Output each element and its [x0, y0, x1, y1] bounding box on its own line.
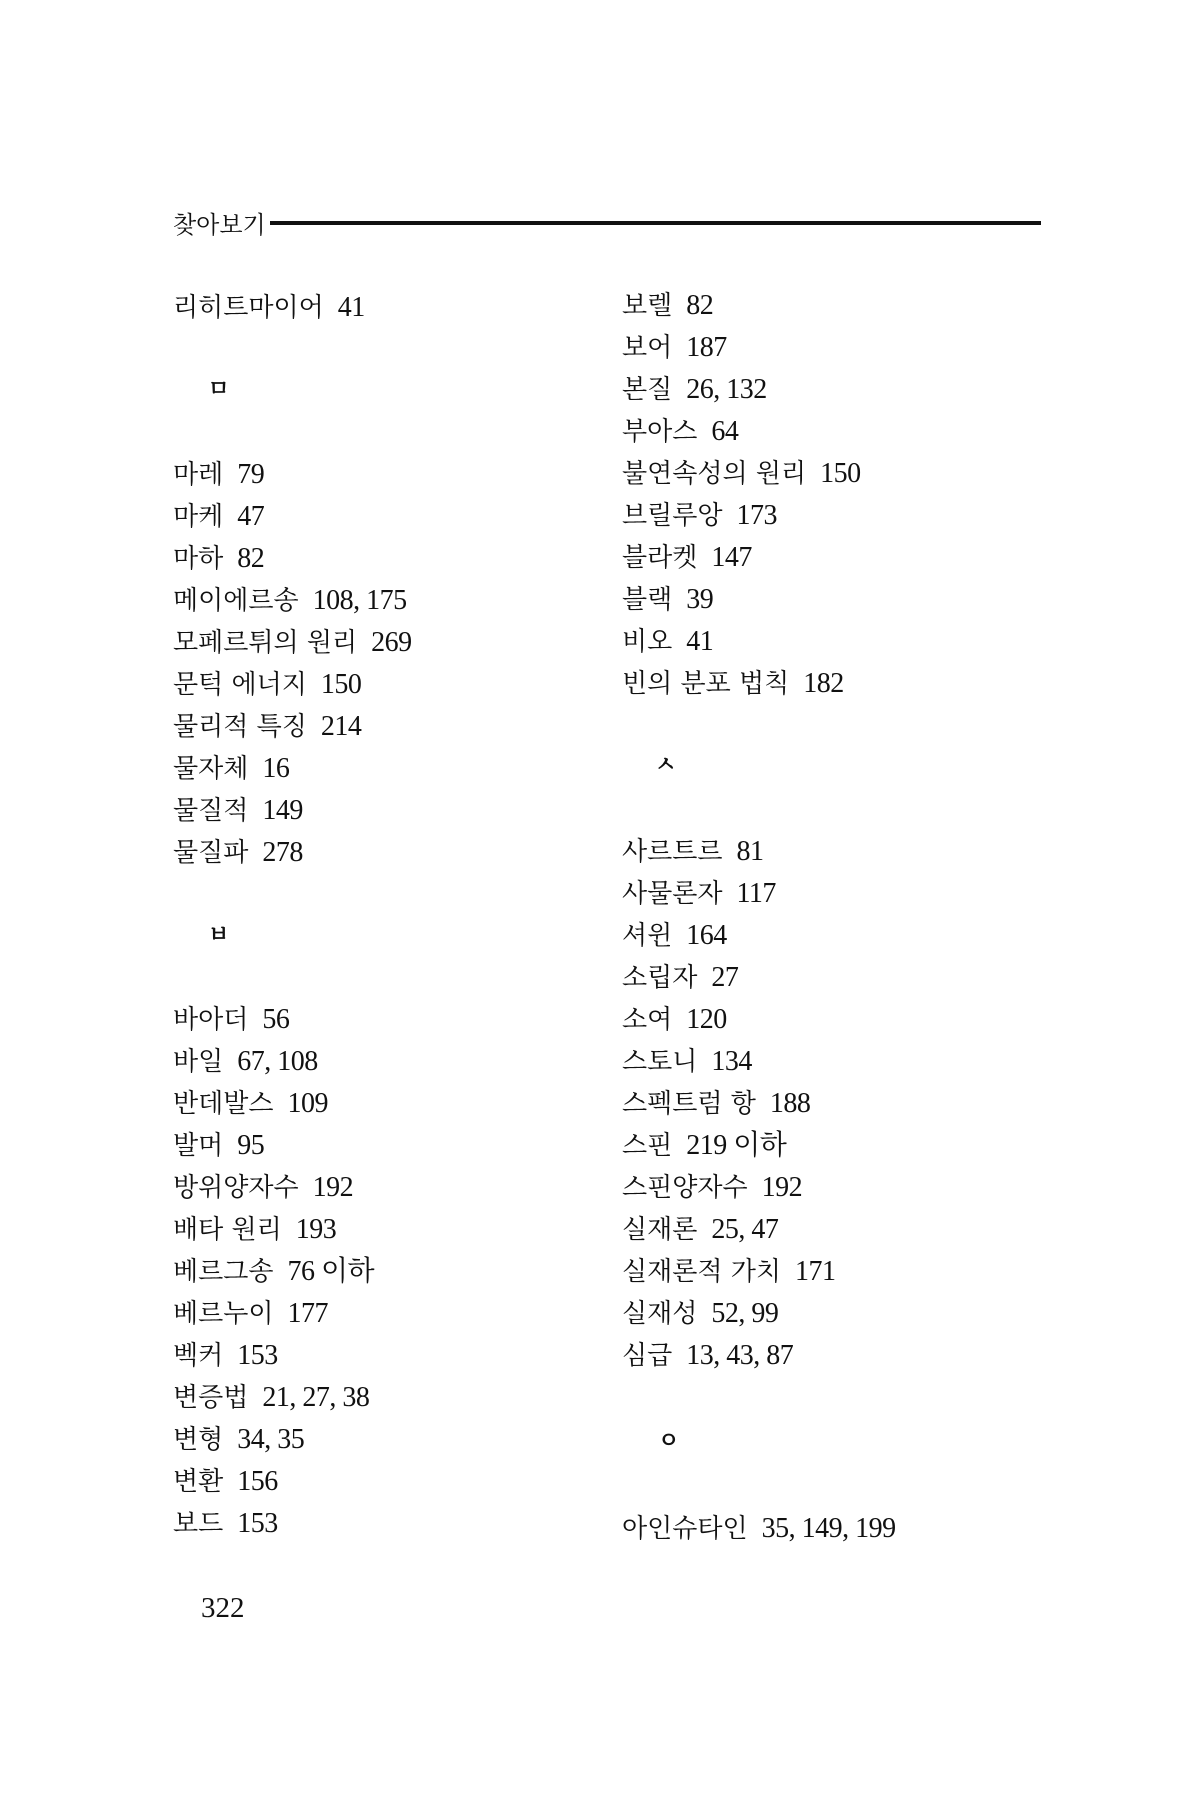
entry-pages: 27 [711, 962, 739, 993]
index-entry [622, 626, 713, 658]
entry-term: 브릴루앙 [622, 501, 723, 531]
index-entry [173, 711, 361, 743]
entry-term: 마레 [173, 460, 224, 490]
entry-term: 실재성 [622, 1299, 698, 1329]
index-entry [173, 585, 407, 617]
index-entry [173, 1130, 264, 1162]
entry-pages: 117 [736, 878, 776, 909]
index-entry [622, 668, 844, 700]
index-entry [173, 627, 412, 659]
entry-pages: 156 [237, 1466, 278, 1497]
page-title: 찾아보기 [173, 210, 266, 239]
index-entry [173, 292, 365, 324]
index-entry [173, 1214, 336, 1246]
entry-term: 마하 [173, 544, 224, 574]
entry-pages: 76 이하 [287, 1256, 375, 1287]
index-entry [173, 1298, 328, 1330]
entry-pages: 134 [711, 1046, 752, 1077]
entry-term: 벡커 [173, 1341, 224, 1371]
index-entry [622, 1256, 835, 1288]
entry-pages: 150 [820, 458, 861, 489]
index-entry [173, 1046, 318, 1078]
entry-term: 문턱 에너지 [173, 670, 307, 700]
index-header [173, 202, 1041, 242]
index-entry [173, 543, 264, 575]
entry-term: 물질적 [173, 796, 249, 826]
entry-pages: 147 [711, 542, 752, 573]
entry-pages: 269 [371, 627, 412, 658]
index-entry [173, 501, 264, 533]
entry-pages: 25, 47 [711, 1214, 779, 1245]
entry-pages: 109 [287, 1088, 328, 1119]
entry-pages: 192 [761, 1172, 803, 1203]
entry-pages: 81 [736, 836, 764, 867]
entry-term: 실재론적 가치 [622, 1257, 781, 1287]
entry-pages: 177 [287, 1298, 328, 1329]
entry-term: 메이에르송 [173, 586, 299, 616]
index-entry [173, 1466, 278, 1498]
index-entry [173, 1004, 289, 1036]
entry-pages: 13, 43, 87 [686, 1340, 794, 1371]
entry-pages: 193 [295, 1214, 337, 1245]
entry-term: 본질 [622, 375, 673, 405]
entry-term: 스토니 [622, 1047, 698, 1077]
index-entry [173, 753, 289, 785]
entry-pages: 41 [686, 626, 714, 657]
index-entry [173, 459, 264, 491]
index-entry [622, 1130, 786, 1162]
index-entry [622, 542, 752, 574]
entry-pages: 79 [237, 459, 265, 490]
entry-pages: 182 [803, 668, 844, 699]
entry-term: 베르그송 [173, 1257, 274, 1287]
entry-term: 부아스 [622, 417, 698, 447]
index-entry [622, 1340, 793, 1372]
section-letter-m: ㅁ [208, 377, 230, 402]
entry-pages: 56 [262, 1004, 290, 1035]
index-entry [622, 836, 763, 868]
entry-term: 비오 [622, 627, 673, 657]
index-entry [173, 669, 361, 701]
entry-term: 보렐 [622, 291, 673, 321]
entry-pages: 171 [794, 1256, 836, 1287]
index-entry [622, 1088, 810, 1120]
entry-pages: 192 [312, 1172, 354, 1203]
entry-pages: 214 [320, 711, 362, 742]
entry-pages: 173 [736, 500, 777, 531]
entry-pages: 164 [686, 920, 727, 951]
index-entry [622, 374, 767, 406]
entry-term: 아인슈타인 [622, 1514, 748, 1544]
index-entry [622, 584, 713, 616]
index-entry [173, 1340, 278, 1372]
entry-pages: 34, 35 [237, 1424, 305, 1455]
entry-term: 사물론자 [622, 879, 723, 909]
entry-term: 실재론 [622, 1215, 698, 1245]
entry-term: 배타 원리 [173, 1215, 282, 1245]
entry-pages: 21, 27, 38 [262, 1382, 370, 1413]
entry-pages: 35, 149, 199 [761, 1513, 896, 1544]
index-entry [173, 1508, 278, 1540]
entry-term: 변증법 [173, 1383, 249, 1413]
page-number: 322 [201, 1592, 245, 1624]
index-entry [622, 878, 776, 910]
section-letter-s: ㅅ [655, 753, 677, 778]
entry-term: 베르누이 [173, 1299, 274, 1329]
entry-term: 발머 [173, 1131, 224, 1161]
entry-term: 블랙 [622, 585, 673, 615]
entry-term: 소립자 [622, 963, 698, 993]
header-rule [270, 221, 1041, 225]
index-entry [622, 416, 738, 448]
entry-term: 마케 [173, 502, 224, 532]
entry-term: 물리적 특징 [173, 712, 307, 742]
index-entry [173, 1424, 304, 1456]
index-entry [173, 837, 303, 869]
entry-pages: 153 [237, 1340, 278, 1371]
index-entry [173, 1088, 328, 1120]
entry-term: 방위양자수 [173, 1173, 299, 1203]
entry-pages: 149 [262, 795, 303, 826]
entry-term: 물자체 [173, 754, 249, 784]
entry-pages: 120 [686, 1004, 727, 1035]
section-letter-o: ㅇ [658, 1429, 680, 1454]
entry-pages: 108, 175 [312, 585, 407, 616]
entry-term: 사르트르 [622, 837, 723, 867]
index-entry [173, 1382, 369, 1414]
entry-term: 보어 [622, 333, 673, 363]
entry-term: 보드 [173, 1509, 224, 1539]
entry-term: 스핀 [622, 1131, 673, 1161]
index-entry [622, 500, 777, 532]
entry-pages: 153 [237, 1508, 278, 1539]
index-entry [622, 1298, 778, 1330]
entry-term: 소여 [622, 1005, 673, 1035]
entry-term: 바일 [173, 1047, 224, 1077]
entry-pages: 82 [686, 290, 714, 321]
entry-term: 블라켓 [622, 543, 698, 573]
entry-term: 바아더 [173, 1005, 249, 1035]
entry-term: 변환 [173, 1467, 224, 1497]
entry-term: 변형 [173, 1425, 224, 1455]
index-entry [622, 290, 713, 322]
index-entry [622, 332, 727, 364]
entry-term: 불연속성의 원리 [622, 459, 807, 489]
entry-pages: 188 [769, 1088, 811, 1119]
entry-term: 물질파 [173, 838, 249, 868]
entry-term: 모페르튀의 원리 [173, 628, 358, 658]
entry-pages: 16 [262, 753, 290, 784]
entry-pages: 64 [711, 416, 739, 447]
entry-pages: 39 [686, 584, 714, 615]
index-entry [622, 1004, 727, 1036]
index-entry [622, 1513, 896, 1545]
index-entry [622, 1046, 752, 1078]
index-entry [622, 920, 727, 952]
index-entry [173, 1172, 353, 1204]
index-entry [173, 1256, 374, 1288]
index-entry [622, 1214, 778, 1246]
entry-term: 빈의 분포 법칙 [622, 669, 790, 699]
entry-pages: 278 [262, 837, 303, 868]
entry-pages: 95 [237, 1130, 265, 1161]
entry-term: 스펙트럼 항 [622, 1089, 756, 1119]
entry-term: 스핀양자수 [622, 1173, 748, 1203]
entry-pages: 187 [686, 332, 727, 363]
entry-term: 셔윈 [622, 921, 673, 951]
section-letter-b: ㅂ [208, 923, 230, 948]
entry-pages: 67, 108 [237, 1046, 318, 1077]
entry-pages: 26, 132 [686, 374, 767, 405]
entry-term: 심급 [622, 1341, 673, 1371]
entry-pages: 47 [237, 501, 265, 532]
entry-term: 반데발스 [173, 1089, 274, 1119]
entry-pages: 41 [337, 292, 365, 323]
index-entry [622, 458, 861, 490]
entry-pages: 219 이하 [686, 1130, 787, 1161]
index-entry [173, 795, 303, 827]
entry-pages: 82 [237, 543, 265, 574]
index-entry [622, 962, 738, 994]
entry-pages: 52, 99 [711, 1298, 779, 1329]
entry-pages: 150 [320, 669, 362, 700]
index-entry [622, 1172, 802, 1204]
entry-term: 리히트마이어 [173, 293, 324, 323]
